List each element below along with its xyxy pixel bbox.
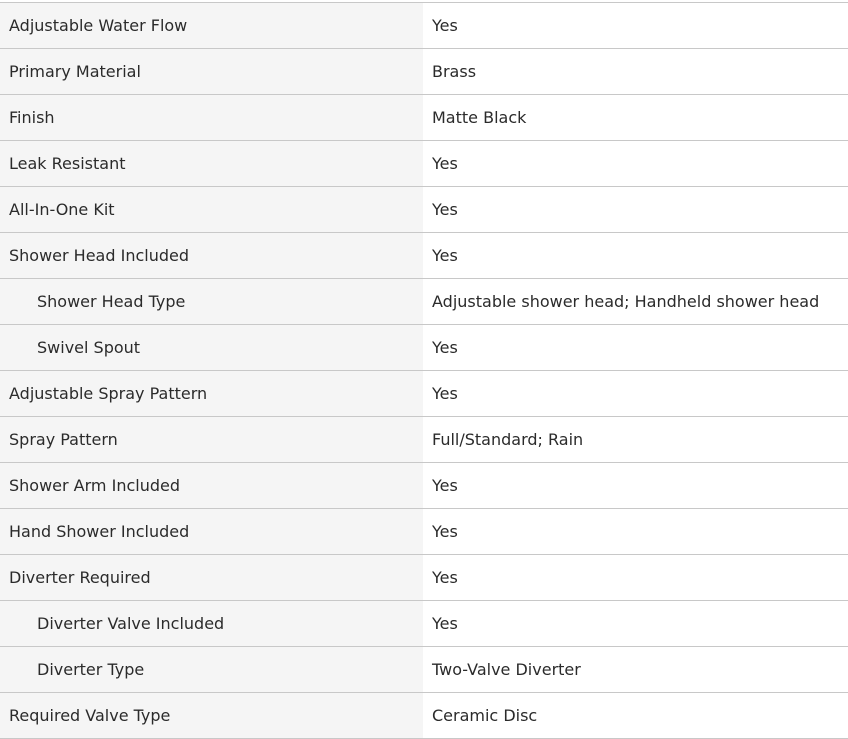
spec-value: Brass	[423, 49, 848, 95]
spec-label: Swivel Spout	[0, 325, 423, 371]
spec-row	[0, 463, 848, 509]
spec-row	[0, 417, 848, 463]
spec-label: Leak Resistant	[0, 141, 423, 187]
spec-value: Yes	[423, 3, 848, 49]
spec-row	[0, 95, 848, 141]
spec-value: Yes	[423, 187, 848, 233]
spec-label: Finish	[0, 95, 423, 141]
spec-label: Spray Pattern	[0, 417, 423, 463]
spec-value: Full/Standard; Rain	[423, 417, 848, 463]
specifications-body	[0, 3, 848, 739]
spec-label: Shower Head Type	[0, 279, 423, 325]
spec-value: Ceramic Disc	[423, 693, 848, 739]
spec-row	[0, 555, 848, 601]
spec-label: Hand Shower Included	[0, 509, 423, 555]
spec-row	[0, 49, 848, 95]
spec-value: Yes	[423, 325, 848, 371]
spec-value: Yes	[423, 463, 848, 509]
spec-label: Required Valve Type	[0, 693, 423, 739]
spec-label: Shower Head Included	[0, 233, 423, 279]
spec-row	[0, 325, 848, 371]
spec-row	[0, 601, 848, 647]
spec-value: Yes	[423, 509, 848, 555]
spec-row	[0, 233, 848, 279]
spec-row	[0, 187, 848, 233]
spec-label: Diverter Type	[0, 647, 423, 693]
spec-label: Shower Arm Included	[0, 463, 423, 509]
specifications-table	[0, 2, 848, 739]
spec-row	[0, 509, 848, 555]
spec-label: Diverter Required	[0, 555, 423, 601]
spec-label: Primary Material	[0, 49, 423, 95]
spec-label: Adjustable Spray Pattern	[0, 371, 423, 417]
spec-label: Adjustable Water Flow	[0, 3, 423, 49]
spec-value: Yes	[423, 601, 848, 647]
spec-value: Yes	[423, 141, 848, 187]
spec-row	[0, 647, 848, 693]
spec-value: Adjustable shower head; Handheld shower head	[423, 279, 848, 325]
spec-row	[0, 3, 848, 49]
spec-value: Yes	[423, 371, 848, 417]
spec-value: Matte Black	[423, 95, 848, 141]
spec-value: Yes	[423, 555, 848, 601]
spec-value: Two-Valve Diverter	[423, 647, 848, 693]
spec-label: All-In-One Kit	[0, 187, 423, 233]
spec-row	[0, 371, 848, 417]
spec-row	[0, 279, 848, 325]
spec-label: Diverter Valve Included	[0, 601, 423, 647]
spec-row	[0, 141, 848, 187]
spec-value: Yes	[423, 233, 848, 279]
